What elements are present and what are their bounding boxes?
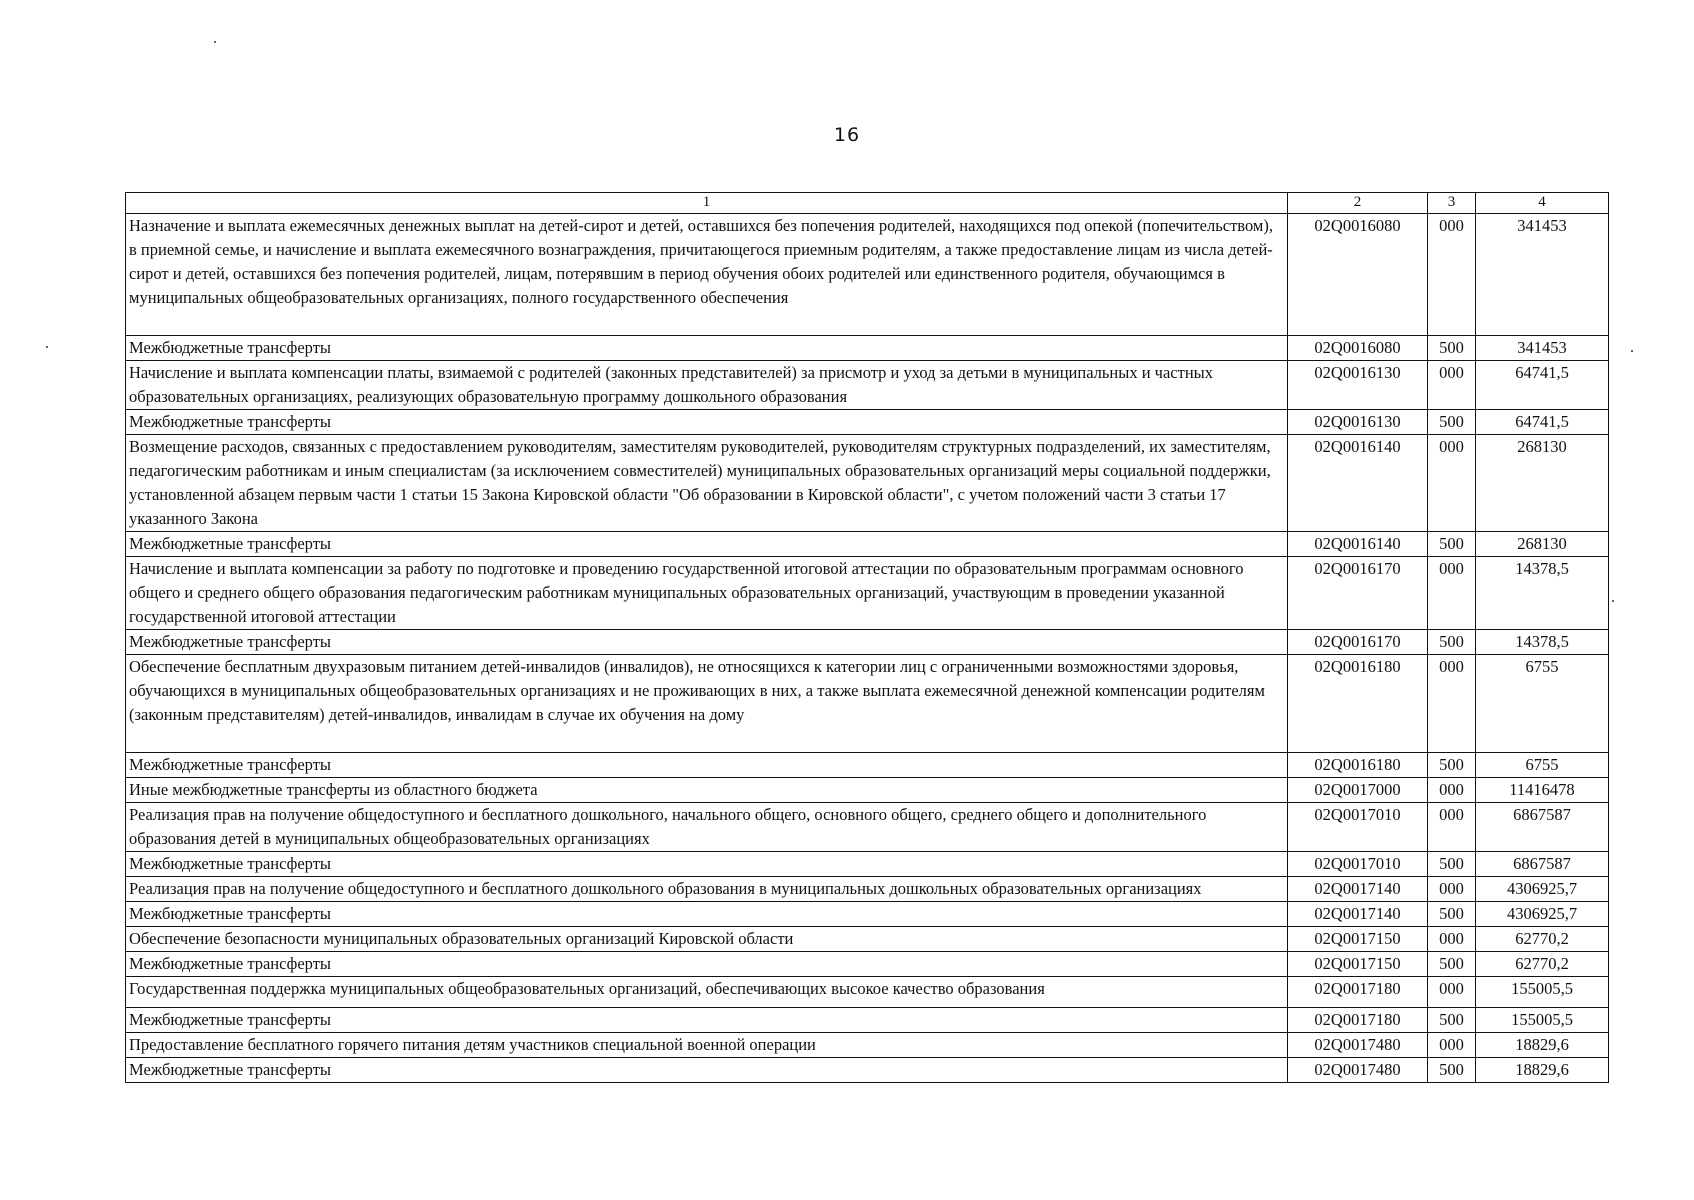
target-article-code: 02Q0016080: [1288, 336, 1428, 361]
table-row: [126, 557, 1609, 630]
scan-speck: [1631, 350, 1633, 352]
amount: 14378,5: [1476, 630, 1609, 655]
amount: 18829,6: [1476, 1058, 1609, 1083]
amount: 64741,5: [1476, 410, 1609, 435]
table-row: [126, 214, 1609, 336]
expense-name: Межбюджетные трансферты: [126, 336, 1288, 361]
amount: 64741,5: [1476, 361, 1609, 410]
amount: 268130: [1476, 435, 1609, 532]
table-row: [126, 435, 1609, 532]
scan-speck: [214, 41, 216, 43]
expense-type-code: 500: [1428, 852, 1476, 877]
expense-type-code: 000: [1428, 557, 1476, 630]
target-article-code: 02Q0017180: [1288, 1008, 1428, 1033]
column-header-1: 1: [126, 193, 1288, 214]
amount: 155005,5: [1476, 1008, 1609, 1033]
expense-type-code: 500: [1428, 410, 1476, 435]
table-row: [126, 532, 1609, 557]
table-row: [126, 952, 1609, 977]
amount: 18829,6: [1476, 1033, 1609, 1058]
expense-name: Государственная поддержка муниципальных общеобразовательных организаций, обеспечивающих высокое качество образования: [126, 977, 1288, 1008]
expense-name: Межбюджетные трансферты: [126, 952, 1288, 977]
expense-name: Межбюджетные трансферты: [126, 753, 1288, 778]
expense-type-code: 500: [1428, 753, 1476, 778]
target-article-code: 02Q0017180: [1288, 977, 1428, 1008]
expense-name: Обеспечение безопасности муниципальных образовательных организаций Кировской области: [126, 927, 1288, 952]
amount: 11416478: [1476, 778, 1609, 803]
expense-name: Межбюджетные трансферты: [126, 630, 1288, 655]
expense-type-code: 500: [1428, 1058, 1476, 1083]
expense-name: Межбюджетные трансферты: [126, 1008, 1288, 1033]
table-row: [126, 1033, 1609, 1058]
expense-type-code: 000: [1428, 214, 1476, 336]
expense-type-code: 500: [1428, 630, 1476, 655]
amount: 6755: [1476, 655, 1609, 753]
table-row: [126, 902, 1609, 927]
table-row: [126, 1058, 1609, 1083]
expense-type-code: 500: [1428, 952, 1476, 977]
expense-name: Начисление и выплата компенсации за работу по подготовке и проведению государственной итоговой аттестации по образовательным программам основного общего и среднего общего образования педагогическим работникам муниципальных образовательных организаций, участвующим в проведении указанной государственной итоговой аттестации: [126, 557, 1288, 630]
amount: 6755: [1476, 753, 1609, 778]
target-article-code: 02Q0016170: [1288, 630, 1428, 655]
target-article-code: 02Q0017010: [1288, 852, 1428, 877]
target-article-code: 02Q0016130: [1288, 410, 1428, 435]
amount: 6867587: [1476, 803, 1609, 852]
table-row: [126, 336, 1609, 361]
expense-type-code: 000: [1428, 435, 1476, 532]
expense-name: Начисление и выплата компенсации платы, взимаемой с родителей (законных представителей) за присмотр и уход за детьми в муниципальных и частных образовательных организациях, реализующих образовательную программу дошкольного образования: [126, 361, 1288, 410]
target-article-code: 02Q0017480: [1288, 1033, 1428, 1058]
table-row: [126, 1008, 1609, 1033]
expense-type-code: 000: [1428, 803, 1476, 852]
expense-type-code: 500: [1428, 1008, 1476, 1033]
expense-name: Обеспечение бесплатным двухразовым питанием детей-инвалидов (инвалидов), не относящихся к категории лиц с ограниченными возможностями здоровья, обучающихся в муниципальных общеобразовательных организациях и не проживающих в них, а также выплата ежемесячной денежной компенсации родителям (законным представителям) детей-инвалидов, инвалидам в случае их обучения на дому: [126, 655, 1288, 753]
header-row: [126, 193, 1609, 214]
expense-name: Возмещение расходов, связанных с предоставлением руководителям, заместителям руководителей, руководителям структурных подразделений, их заместителям, педагогическим работникам и иным специалистам (за исключением совместителей) муниципальных образовательных организаций меры социальной поддержки, установленной абзацем первым части 1 статьи 15 Закона Кировской области "Об образовании в Кировской области", с учетом положений части 3 статьи 17 указанного Закона: [126, 435, 1288, 532]
target-article-code: 02Q0016080: [1288, 214, 1428, 336]
table-row: [126, 927, 1609, 952]
expense-type-code: 000: [1428, 655, 1476, 753]
expense-name: Межбюджетные трансферты: [126, 1058, 1288, 1083]
amount: 4306925,7: [1476, 902, 1609, 927]
target-article-code: 02Q0017140: [1288, 877, 1428, 902]
amount: 341453: [1476, 336, 1609, 361]
amount: 62770,2: [1476, 952, 1609, 977]
amount: 268130: [1476, 532, 1609, 557]
table-header: [126, 193, 1609, 214]
scan-speck: [46, 346, 48, 348]
table-row: [126, 753, 1609, 778]
target-article-code: 02Q0017010: [1288, 803, 1428, 852]
table-row: [126, 410, 1609, 435]
scan-speck: [1612, 600, 1614, 602]
expense-name: Реализация прав на получение общедоступного и бесплатного дошкольного образования в муниципальных дошкольных образовательных организациях: [126, 877, 1288, 902]
column-header-3: 3: [1428, 193, 1476, 214]
target-article-code: 02Q0016140: [1288, 532, 1428, 557]
expense-name: Межбюджетные трансферты: [126, 410, 1288, 435]
page-number: 16: [833, 124, 861, 146]
table-row: [126, 361, 1609, 410]
target-article-code: 02Q0016180: [1288, 753, 1428, 778]
expense-type-code: 000: [1428, 778, 1476, 803]
column-header-2: 2: [1288, 193, 1428, 214]
expense-name: Иные межбюджетные трансферты из областного бюджета: [126, 778, 1288, 803]
expense-type-code: 000: [1428, 927, 1476, 952]
expense-name: Межбюджетные трансферты: [126, 852, 1288, 877]
expense-type-code: 000: [1428, 877, 1476, 902]
table-row: [126, 655, 1609, 753]
target-article-code: 02Q0017000: [1288, 778, 1428, 803]
expense-name: Реализация прав на получение общедоступного и бесплатного дошкольного, начального общего, основного общего, среднего общего и дополнительного образования детей в муниципальных общеобразовательных организациях: [126, 803, 1288, 852]
target-article-code: 02Q0016140: [1288, 435, 1428, 532]
target-article-code: 02Q0017150: [1288, 952, 1428, 977]
target-article-code: 02Q0016180: [1288, 655, 1428, 753]
table-row: [126, 630, 1609, 655]
budget-table: [125, 192, 1609, 1083]
table-row: [126, 803, 1609, 852]
amount: 4306925,7: [1476, 877, 1609, 902]
table-row: [126, 977, 1609, 1008]
target-article-code: 02Q0017480: [1288, 1058, 1428, 1083]
expense-name: Межбюджетные трансферты: [126, 902, 1288, 927]
target-article-code: 02Q0017140: [1288, 902, 1428, 927]
expense-type-code: 500: [1428, 902, 1476, 927]
table-row: [126, 852, 1609, 877]
column-header-4: 4: [1476, 193, 1609, 214]
expense-name: Предоставление бесплатного горячего питания детям участников специальной военной операции: [126, 1033, 1288, 1058]
expense-type-code: 000: [1428, 361, 1476, 410]
table-row: [126, 778, 1609, 803]
table-body: [126, 214, 1609, 1083]
amount: 14378,5: [1476, 557, 1609, 630]
amount: 6867587: [1476, 852, 1609, 877]
expense-type-code: 000: [1428, 977, 1476, 1008]
expense-type-code: 500: [1428, 336, 1476, 361]
expense-type-code: 500: [1428, 532, 1476, 557]
table-row: [126, 877, 1609, 902]
target-article-code: 02Q0017150: [1288, 927, 1428, 952]
target-article-code: 02Q0016170: [1288, 557, 1428, 630]
expense-type-code: 000: [1428, 1033, 1476, 1058]
amount: 341453: [1476, 214, 1609, 336]
target-article-code: 02Q0016130: [1288, 361, 1428, 410]
amount: 155005,5: [1476, 977, 1609, 1008]
expense-name: Назначение и выплата ежемесячных денежных выплат на детей-сирот и детей, оставшихся без попечения родителей, находящихся под опекой (попечительством), в приемной семье, и начисление и выплата ежемесячного вознаграждения, причитающегося приемным родителям, а также предоставление лицам из числа детей-сирот и детей, оставшихся без попечения родителей, лицам, потерявшим в период обучения обоих родителей или единственного родителя, обучающимся в муниципальных общеобразовательных организациях, полного государственного обеспечения: [126, 214, 1288, 336]
expense-name: Межбюджетные трансферты: [126, 532, 1288, 557]
amount: 62770,2: [1476, 927, 1609, 952]
